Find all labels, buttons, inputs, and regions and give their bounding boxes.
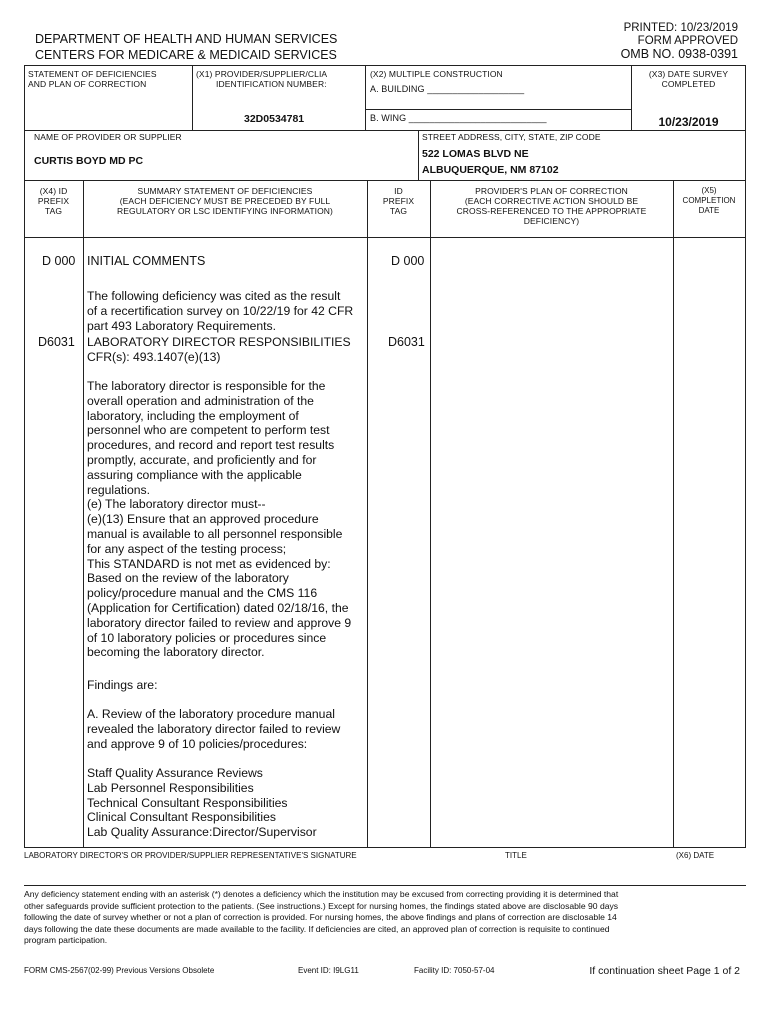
plan-header-line-2: (EACH CORRECTIVE ACTION SHOULD BE [464, 196, 639, 206]
statement-label [28, 69, 157, 89]
tag-d6031-right: D6031 [388, 335, 425, 349]
form-meta [621, 22, 738, 61]
form-number: FORM CMS-2567(02-99) Previous Versions Obsolete [24, 966, 215, 975]
continuation-sheet: If continuation sheet Page 1 of 2 [589, 965, 740, 977]
deficiency-text: The laboratory director is responsible for the overall operation and administration of the laboratory, including the employment of personnel who are competent to perform test procedures, and record and report test results promptly, accurate, and proficiently and for assuring compliance with the applicable regulations. (e) The laboratory director must-- (e)(13) Ensure that an approved procedure manual is available to all personnel responsible for any aspect of the testing process; This STANDARD is not met as evidenced by: Based on the review of the laboratory policy/procedure manual and the CMS 116 (Application for Certification) dated 02/18/16, the laboratory director failed to review and approve 9 of 10 laboratory policies or procedures since becoming the laboratory director. [87, 379, 352, 660]
x4-header-line-3: TAG [44, 206, 63, 216]
address-line-2: ALBUQUERQUE, NM 87102 [422, 164, 559, 176]
disclaimer: Any deficiency statement ending with an asterisk (*) denotes a deficiency which the institution may be excused from correcting providing it is determined that other safeguards provide sufficient protection to the patients. (See instructions.) Except for nursing homes, the findings stated above are disclosable 90 days following the date of survey whether or not a plan of correction is provided. For nursing homes, the above findings and plans of correction are disclosable 14 days following the date these documents are made available to the facility. If deficiencies are cited, an approved plan of correction is requisite to continued program participation. [24, 889, 619, 945]
id-header-line-2: PREFIX [382, 196, 415, 206]
id-header-line-1: ID [394, 186, 403, 196]
summary-header-line-3: REGULATORY OR LSC IDENTIFYING INFORMATION) [117, 206, 333, 216]
initial-comments-heading: INITIAL COMMENTS [87, 254, 206, 268]
deficiency-heading: LABORATORY DIRECTOR RESPONSIBILITIES CFR(s): 493.1407(e)(13) [87, 335, 351, 364]
statement-label-line-1: STATEMENT OF DEFICIENCIES [28, 69, 157, 79]
summary-header-line-1: SUMMARY STATEMENT OF DEFICIENCIES [137, 186, 313, 196]
address-line-1: 522 LOMAS BLVD NE [422, 148, 529, 160]
x3-label [632, 69, 745, 89]
summary-header [83, 186, 367, 216]
x5-header [673, 186, 745, 216]
policy-list: Staff Quality Assurance Reviews Lab Personnel Responsibilities Technical Consultant Responsibilities Clinical Consultant Responsibilities Lab Quality Assurance:Director/Supervisor [87, 766, 317, 840]
department-title [35, 31, 337, 63]
plan-header-line-3: CROSS-REFERENCED TO THE APPROPRIATE [456, 206, 647, 216]
x3-label-line-2: COMPLETED [661, 79, 716, 89]
event-id: Event ID: I9LG11 [298, 966, 359, 975]
id-header-line-3: TAG [389, 206, 408, 216]
title-label: TITLE [505, 851, 527, 860]
x6-date-label: (X6) DATE [676, 851, 715, 860]
x4-header-line-2: PREFIX [37, 196, 70, 206]
printed-date: PRINTED: 10/23/2019 [623, 22, 738, 34]
x3-label-line-1: (X3) DATE SURVEY [648, 69, 729, 79]
omb-number: OMB NO. 0938-0391 [620, 47, 738, 61]
plan-header-line-1: PROVIDER'S PLAN OF CORRECTION [475, 186, 628, 196]
tag-d000-left: D 000 [42, 254, 76, 268]
signature-label: LABORATORY DIRECTOR'S OR PROVIDER/SUPPLIER REPRESENTATIVE'S SIGNATURE [24, 851, 357, 860]
x1-label-line-2: IDENTIFICATION NUMBER: [216, 79, 327, 89]
x5-header-line-3: DATE [698, 206, 720, 215]
tag-d000-right: D 000 [391, 254, 425, 268]
tag-d6031-left: D6031 [38, 335, 75, 349]
building-field: A. BUILDING ___________________ [370, 84, 525, 94]
x5-header-line-1: (X5) [701, 186, 717, 195]
findings-label: Findings are: [87, 678, 158, 692]
survey-completed-date: 10/23/2019 [658, 115, 719, 129]
form-approved: FORM APPROVED [637, 35, 738, 47]
department-line-1: DEPARTMENT OF HEALTH AND HUMAN SERVICES [35, 32, 338, 46]
address-label: STREET ADDRESS, CITY, STATE, ZIP CODE [422, 132, 601, 142]
provider-name: CURTIS BOYD MD PC [34, 155, 144, 167]
department-line-2: CENTERS FOR MEDICARE & MEDICAID SERVICES [35, 48, 337, 62]
facility-id: Facility ID: 7050-57-04 [414, 966, 495, 975]
initial-comments-text: The following deficiency was cited as the result of a recertification survey on 10/22/19 for 42 CFR part 493 Laboratory Requirements. [87, 289, 354, 333]
statement-label-line-2: AND PLAN OF CORRECTION [28, 79, 147, 89]
wing-field: B. WING ___________________________ [370, 113, 547, 123]
x4-header-line-1: (X4) ID [39, 186, 68, 196]
x5-header-line-2: COMPLETION [682, 196, 736, 205]
clia-number: 32D0534781 [244, 113, 305, 125]
x2-label: (X2) MULTIPLE CONSTRUCTION [370, 69, 503, 79]
x1-label-line-1: (X1) PROVIDER/SUPPLIER/CLIA [196, 69, 328, 79]
provider-name-label: NAME OF PROVIDER OR SUPPLIER [34, 132, 182, 142]
plan-header-line-4: DEFICIENCY) [523, 216, 580, 226]
x1-label [196, 69, 361, 89]
summary-header-line-2: (EACH DEFICIENCY MUST BE PRECEDED BY FULL [119, 196, 331, 206]
x4-header [24, 186, 83, 216]
plan-header [430, 186, 673, 226]
finding-a-text: A. Review of the laboratory procedure manual revealed the laboratory director failed to review and approve 9 of 10 policies/procedures: [87, 707, 341, 751]
id-header [367, 186, 430, 216]
